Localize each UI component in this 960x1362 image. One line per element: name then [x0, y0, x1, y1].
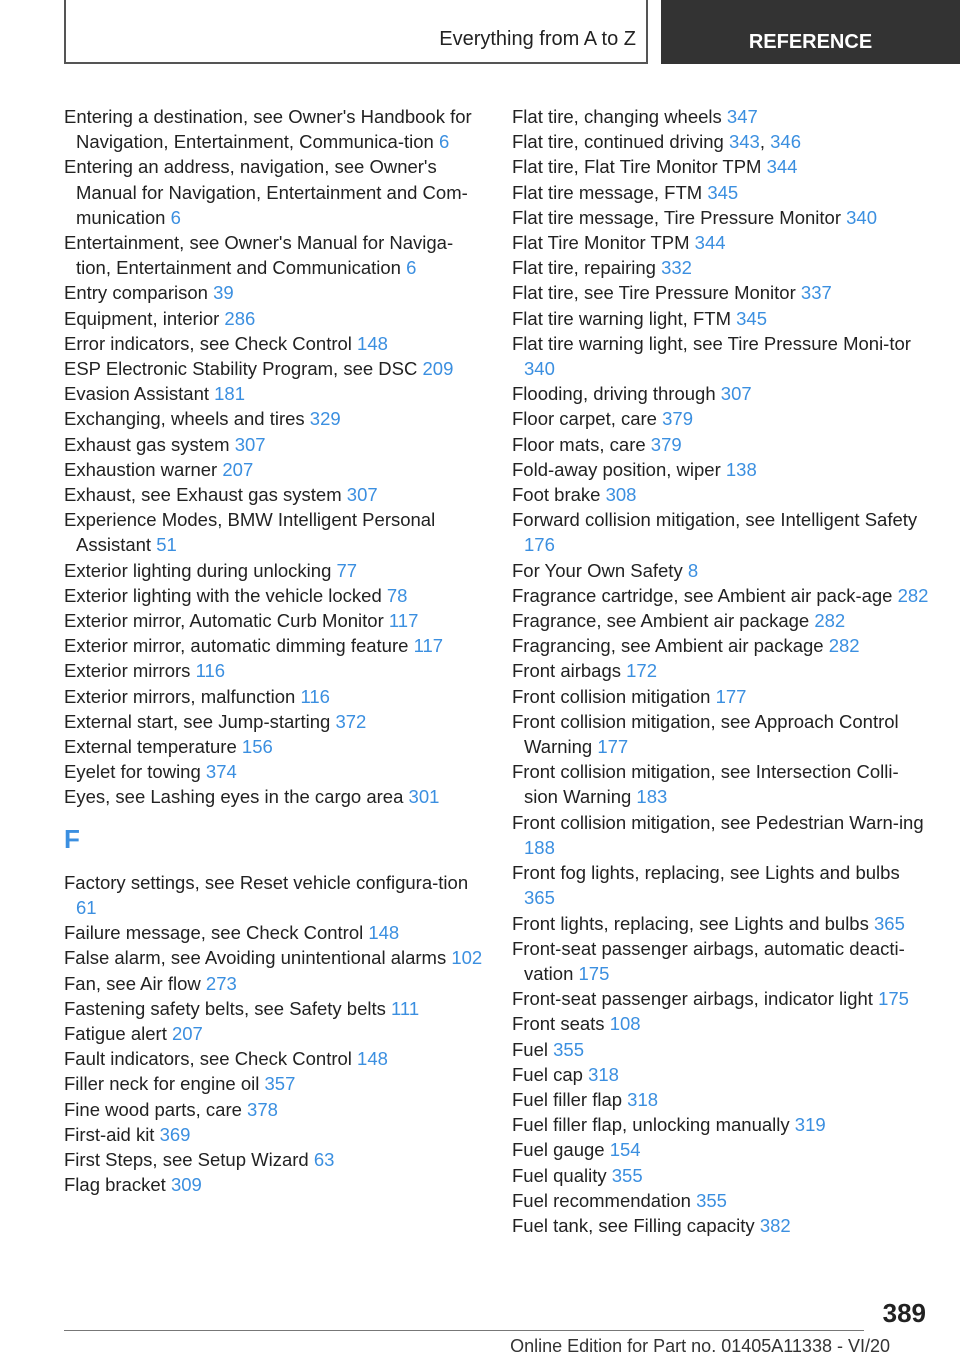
- index-entry: [512, 381, 932, 406]
- index-entry: [512, 558, 932, 583]
- index-entry-text: Fuel filler flap: [512, 1088, 628, 1110]
- index-entry: [64, 406, 484, 431]
- index-entry: [512, 104, 932, 129]
- index-entry: [512, 936, 932, 986]
- index-entry-text: Entry comparison: [64, 282, 214, 304]
- index-entry: [512, 255, 932, 280]
- page-reference-link[interactable]: 319: [794, 1114, 826, 1136]
- index-entry: [64, 457, 484, 482]
- index-entry: [512, 507, 932, 557]
- index-entry: [512, 1188, 932, 1213]
- index-entry: [64, 608, 484, 633]
- page-reference-link[interactable]: 77: [336, 559, 358, 581]
- index-entry-text: Fault indicators, see Check Control: [64, 1048, 358, 1070]
- index-entry: [512, 432, 932, 457]
- page-reference-link[interactable]: 78: [386, 584, 408, 606]
- page-reference-link[interactable]: 355: [696, 1189, 727, 1211]
- index-entries-f-continued: [512, 104, 932, 1238]
- page-reference-link[interactable]: 116: [300, 685, 330, 707]
- page-reference-link[interactable]: 344: [694, 232, 726, 254]
- page-reference-link[interactable]: 340: [524, 358, 555, 380]
- index-entry: [512, 709, 932, 759]
- index-entry-text: Flat tire warning light, see Tire Pressure Moni-tor: [512, 332, 911, 354]
- index-entry: [512, 633, 932, 658]
- index-entry-text: Front airbags: [512, 660, 627, 682]
- index-entry: [64, 1046, 484, 1071]
- page-reference-link[interactable]: 318: [627, 1088, 659, 1110]
- page-reference-link[interactable]: 117: [413, 635, 444, 657]
- index-entry-text: Exterior mirrors: [64, 660, 196, 682]
- page-reference-link[interactable]: 340: [846, 206, 878, 228]
- index-entry-text: First-aid kit: [64, 1123, 160, 1145]
- page-reference-link[interactable]: 138: [725, 458, 757, 480]
- page-reference-link[interactable]: 148: [368, 922, 400, 944]
- index-entry: [512, 306, 932, 331]
- index-entry-text: For Your Own Safety: [512, 559, 688, 581]
- index-entry: [512, 1062, 932, 1087]
- index-entry-text: Error indicators, see Check Control: [64, 332, 358, 354]
- index-entry: [64, 482, 484, 507]
- index-entry-text: Front-seat passenger airbags, automatic deacti-vation: [512, 937, 905, 984]
- index-column-left: [64, 104, 484, 1197]
- page-reference-link[interactable]: 148: [357, 332, 388, 354]
- index-entry: [64, 306, 484, 331]
- index-entry: [512, 986, 932, 1011]
- page-reference-link[interactable]: 111: [391, 997, 420, 1019]
- index-entry: [512, 810, 932, 860]
- index-entry-text: Filler neck for engine oil: [64, 1073, 265, 1095]
- index-entry: [64, 356, 484, 381]
- page-reference-link[interactable]: 307: [346, 484, 378, 506]
- index-entry: [64, 996, 484, 1021]
- page-reference-link[interactable]: 286: [224, 307, 256, 329]
- page-reference-link[interactable]: 176: [524, 534, 555, 556]
- index-entry-text: Exhaustion warner: [64, 458, 223, 480]
- page-reference-link[interactable]: 39: [213, 282, 234, 304]
- index-entry: [64, 1021, 484, 1046]
- index-entry-text: Equipment, interior: [64, 307, 225, 329]
- index-entry: [64, 507, 484, 557]
- page-reference-link[interactable]: 345: [736, 307, 767, 329]
- index-entry: [64, 1147, 484, 1172]
- index-entry: [512, 658, 932, 683]
- index-entry: [64, 870, 484, 920]
- index-entry-text: Exterior lighting during unlocking: [64, 559, 337, 581]
- page-reference-link[interactable]: 282: [828, 635, 860, 657]
- index-entry: [512, 1213, 932, 1238]
- page-reference-link[interactable]: 117: [388, 610, 419, 632]
- index-entry: [512, 1011, 932, 1036]
- page-reference-link[interactable]: 183: [636, 786, 668, 808]
- index-entry: [64, 381, 484, 406]
- index-entry-text: Flat tire warning light, FTM: [512, 307, 737, 329]
- page-reference-link[interactable]: 61: [76, 896, 97, 918]
- header-rule-bottom: [64, 62, 646, 64]
- page-reference-link[interactable]: 355: [553, 1038, 585, 1060]
- index-entry: [512, 1163, 932, 1188]
- index-entry: [512, 331, 932, 381]
- header-rule-right: [646, 0, 648, 64]
- index-entry-text: External temperature: [64, 736, 242, 758]
- index-entry: [512, 154, 932, 179]
- index-entry-text: Foot brake: [512, 484, 606, 506]
- index-entry-text: Front fog lights, replacing, see Lights and bulbs: [512, 862, 900, 884]
- index-entry-text: Flat tire, repairing: [512, 257, 662, 279]
- page-reference-link[interactable]: 116: [195, 660, 226, 682]
- page-reference-link[interactable]: 154: [609, 1139, 641, 1161]
- index-entry-text: Fuel cap: [512, 1063, 589, 1085]
- index-entry: [64, 1097, 484, 1122]
- index-entry: [512, 608, 932, 633]
- index-entry-text: Front collision mitigation, see Intersection Colli-sion Warning: [512, 761, 899, 808]
- page-reference-link[interactable]: 382: [759, 1214, 791, 1236]
- page-reference-link[interactable]: 372: [335, 710, 367, 732]
- index-entry: [512, 759, 932, 809]
- section-tab: [661, 0, 960, 64]
- index-entry-text: Fan, see Air flow: [64, 972, 206, 994]
- header-rule-left: [64, 0, 66, 64]
- page-reference-link[interactable]: 365: [874, 912, 905, 934]
- page-reference-link[interactable]: 308: [605, 484, 637, 506]
- index-entry: [512, 1037, 932, 1062]
- index-entry-text: Fuel gauge: [512, 1139, 610, 1161]
- index-entry: Flat tire, continued driving 343, 346: [512, 131, 801, 153]
- index-entry-text: Eyes, see Lashing eyes in the cargo area: [64, 786, 409, 808]
- page-reference-link[interactable]: 6: [438, 131, 450, 153]
- index-entry: [64, 734, 484, 759]
- index-entry-text: Exhaust gas system: [64, 433, 235, 455]
- page-reference-link[interactable]: 329: [309, 408, 341, 430]
- index-entry-text: Fold-away position, wiper: [512, 458, 726, 480]
- section-tab-label: REFERENCE: [748, 31, 873, 53]
- index-entry: [64, 583, 484, 608]
- page-reference-link[interactable]: 8: [687, 559, 699, 581]
- page-reference-link[interactable]: 343: [728, 131, 760, 153]
- page-reference-link[interactable]: 188: [524, 836, 555, 858]
- index-entry: [64, 432, 484, 457]
- index-entry-text: Exterior lighting with the vehicle locked: [64, 584, 387, 606]
- index-entry-text: Front collision mitigation, see Approach Control Warning: [512, 710, 899, 758]
- index-entry-text: Eyelet for towing: [64, 761, 206, 783]
- index-entry: [512, 230, 932, 255]
- page-reference-link[interactable]: 369: [159, 1123, 191, 1145]
- page-reference-link[interactable]: 156: [241, 736, 273, 758]
- page-reference-link[interactable]: 378: [247, 1098, 278, 1120]
- index-entry: [64, 1071, 484, 1096]
- index-entry-text: Fuel: [512, 1038, 554, 1060]
- page-number: 389: [882, 1298, 926, 1328]
- index-entry: [64, 971, 484, 996]
- index-entry-text: Flat tire, see Tire Pressure Monitor: [512, 282, 801, 304]
- index-entry-text: Fastening safety belts, see Safety belts: [64, 997, 392, 1019]
- index-entry-text: Flat tire message, FTM: [512, 181, 708, 203]
- page-reference-link[interactable]: 6: [170, 206, 181, 228]
- chapter-title: Everything from A to Z: [439, 28, 636, 50]
- index-entry: [512, 860, 932, 910]
- index-entry-text: Floor mats, care: [512, 433, 651, 455]
- index-entry-text: Factory settings, see Reset vehicle configura-tion: [64, 871, 469, 893]
- index-entry-text: Failure message, see Check Control: [64, 922, 369, 944]
- index-entry-text: Fuel quality: [512, 1164, 612, 1186]
- index-entry: [64, 684, 484, 709]
- index-entry-text: Front collision mitigation: [512, 685, 716, 707]
- page-reference-link[interactable]: 177: [715, 685, 747, 707]
- index-entry-text: Evasion Assistant: [64, 383, 215, 405]
- index-entry: [512, 180, 932, 205]
- page-reference-link[interactable]: 346: [770, 131, 801, 153]
- index-entry: [64, 1172, 484, 1197]
- index-entry-text: Flag bracket: [64, 1174, 171, 1196]
- index-entry: [64, 230, 484, 280]
- page-reference-link[interactable]: 181: [214, 383, 246, 405]
- index-entry-text: Front-seat passenger airbags, indicator light: [512, 988, 879, 1010]
- index-entry-text: Fuel tank, see Filling capacity: [512, 1214, 760, 1236]
- page-reference-link[interactable]: 301: [408, 786, 440, 808]
- index-entry: [512, 482, 932, 507]
- index-entry-text: Fatigue alert: [64, 1022, 172, 1044]
- index-entries-e: [64, 104, 484, 810]
- section-letter: F: [64, 823, 80, 854]
- index-entry: [64, 633, 484, 658]
- index-entry-text: Fuel recommendation: [512, 1189, 697, 1211]
- page-reference-link[interactable]: 379: [662, 408, 693, 430]
- page-reference-link[interactable]: 273: [205, 972, 237, 994]
- index-entry-text: Exterior mirror, Automatic Curb Monitor: [64, 610, 389, 632]
- index-entry-text: Entertainment, see Owner's Manual for Naviga-tion, Entertainment and Communication: [64, 232, 454, 279]
- page-reference-link[interactable]: 318: [588, 1063, 619, 1085]
- index-column-right: [512, 104, 932, 1238]
- page-reference-link[interactable]: 207: [222, 458, 254, 480]
- index-entry-text: Entering an address, navigation, see Owner's Manual for Navigation, Entertainment and Com-munication: [64, 156, 468, 228]
- page-reference-link[interactable]: 51: [156, 534, 177, 556]
- index-entry: [512, 1112, 932, 1137]
- index-entry-text: Fine wood parts, care: [64, 1098, 248, 1120]
- index-entry-text: Fragrancing, see Ambient air package: [512, 635, 829, 657]
- index-entries-f: [64, 870, 484, 1198]
- page-reference-link[interactable]: 379: [650, 433, 682, 455]
- page-reference-link[interactable]: 357: [264, 1073, 296, 1095]
- index-entry-text: Experience Modes, BMW Intelligent Personal Assistant: [64, 509, 436, 556]
- index-entry: [512, 406, 932, 431]
- index-entry-text: Flat tire, Flat Tire Monitor TPM: [512, 156, 767, 178]
- page-reference-link[interactable]: 347: [726, 106, 758, 127]
- index-entry-text: False alarm, see Avoiding unintentional alarms: [64, 947, 452, 969]
- page-reference-link[interactable]: 63: [313, 1148, 335, 1170]
- page-reference-link[interactable]: 172: [626, 660, 658, 682]
- index-entry-text: Exhaust, see Exhaust gas system: [64, 484, 347, 506]
- page-reference-link[interactable]: 337: [800, 282, 832, 304]
- index-entry-text: Exterior mirror, automatic dimming feature: [64, 635, 414, 657]
- index-entry-text: External start, see Jump-starting: [64, 710, 336, 732]
- index-entry: [64, 154, 484, 230]
- footer-rule: [64, 1330, 864, 1331]
- index-entry-text: Front lights, replacing, see Lights and bulbs: [512, 912, 874, 934]
- page-reference-link[interactable]: 6: [406, 257, 417, 279]
- index-entry: [64, 1122, 484, 1147]
- page-reference-link[interactable]: 282: [814, 610, 846, 632]
- index-entry: [64, 331, 484, 356]
- page-reference-link[interactable]: 282: [897, 584, 929, 606]
- index-entry: [512, 280, 932, 305]
- index-entry-text: Fragrance, see Ambient air package: [512, 610, 815, 632]
- index-entry-text: First Steps, see Setup Wizard: [64, 1148, 314, 1170]
- page-reference-link[interactable]: 148: [357, 1048, 388, 1070]
- page-reference-link[interactable]: 175: [878, 988, 909, 1010]
- index-entry: [512, 684, 932, 709]
- index-entry-text: Exterior mirrors, malfunction: [64, 685, 301, 707]
- index-entry: [64, 784, 484, 809]
- page-reference-link[interactable]: 332: [661, 257, 692, 279]
- index-entry-text: Flat tire message, Tire Pressure Monitor: [512, 206, 847, 228]
- index-entry-text: Floor carpet, care: [512, 408, 663, 430]
- index-entry-text: Front seats: [512, 1013, 610, 1035]
- page-reference-link[interactable]: 344: [766, 156, 798, 178]
- page-reference-link[interactable]: 102: [451, 947, 483, 969]
- index-entry-text: Flat tire, changing wheels: [512, 106, 727, 127]
- page-reference-link[interactable]: 177: [597, 736, 629, 758]
- index-entry: [512, 911, 932, 936]
- index-entry: [512, 457, 932, 482]
- page-reference-link[interactable]: 209: [422, 358, 454, 380]
- index-entry: [512, 1137, 932, 1162]
- page-reference-link[interactable]: 345: [707, 181, 739, 203]
- index-entry: [64, 759, 484, 784]
- footer-edition: Online Edition for Part no. 01405A11338 - VI/20: [510, 1336, 890, 1356]
- index-entry: [64, 658, 484, 683]
- page-reference-link[interactable]: 365: [524, 887, 555, 909]
- index-entry-text: Fuel filler flap, unlocking manually: [512, 1114, 795, 1136]
- page-reference-link[interactable]: 175: [578, 962, 610, 984]
- index-entry: [512, 583, 932, 608]
- index-entry-text: Exchanging, wheels and tires: [64, 408, 310, 430]
- page-reference-link[interactable]: 307: [234, 433, 266, 455]
- page-reference-link[interactable]: 207: [171, 1022, 203, 1044]
- index-entry-text: Flooding, driving through: [512, 383, 721, 405]
- index-entry-text: Entering a destination, see Owner's Handbook for Navigation, Entertainment, Communica-tion: [64, 106, 472, 153]
- index-entry: [64, 280, 484, 305]
- page-reference-link[interactable]: 307: [720, 383, 752, 405]
- page-reference-link[interactable]: 108: [609, 1013, 641, 1035]
- page-reference-link[interactable]: 309: [170, 1174, 202, 1196]
- index-entry: [64, 104, 484, 154]
- page-reference-link[interactable]: 355: [611, 1164, 643, 1186]
- page-reference-link[interactable]: 374: [205, 761, 237, 783]
- index-entry-text: ESP Electronic Stability Program, see DSC: [64, 358, 423, 380]
- index-entry: [64, 558, 484, 583]
- index-entry: [64, 920, 484, 945]
- index-entry-text: Fragrance cartridge, see Ambient air pack-age: [512, 584, 898, 606]
- index-entry: [64, 945, 484, 970]
- index-entry: [512, 1087, 932, 1112]
- index-entry-text: Forward collision mitigation, see Intelligent Safety: [512, 509, 918, 531]
- index-entry-text: Flat Tire Monitor TPM: [512, 232, 695, 254]
- index-entry: [512, 205, 932, 230]
- index-entry-text: Flat tire, continued driving: [512, 131, 729, 153]
- index-entry: [64, 709, 484, 734]
- index-entry-text: Front collision mitigation, see Pedestrian Warn-ing: [512, 811, 924, 833]
